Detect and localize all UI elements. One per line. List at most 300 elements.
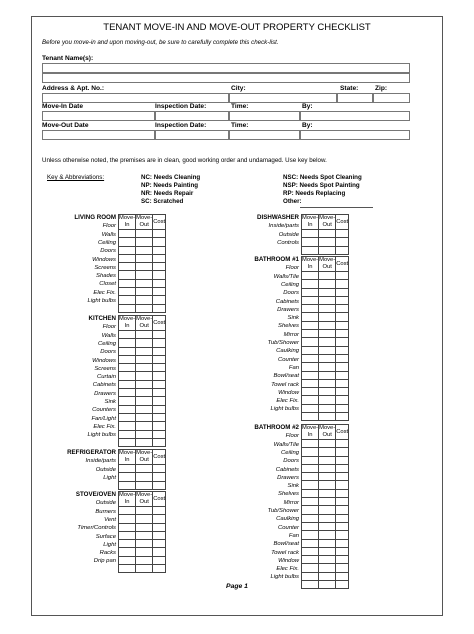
- item-label: Walls/Tile: [273, 273, 299, 280]
- move-out-by-label: By:: [302, 122, 313, 129]
- table-row: [302, 564, 349, 572]
- section-title: LIVING ROOM: [74, 214, 116, 221]
- cost-cell[interactable]: [336, 481, 349, 489]
- move-in-cell[interactable]: [302, 330, 319, 338]
- key-nr: NR: Needs Repair: [141, 190, 194, 197]
- move-in-cell[interactable]: [302, 498, 319, 506]
- column-header: Cost: [153, 316, 166, 331]
- item-label: Window: [278, 389, 299, 396]
- move-out-cell[interactable]: [319, 330, 336, 338]
- move-in-inspection-label: Inspection Date:: [155, 103, 207, 110]
- table-row: [302, 346, 349, 354]
- table-row: [302, 514, 349, 522]
- column-header: Move-In: [302, 215, 319, 228]
- item-label: Ceiling: [280, 281, 299, 288]
- move-out-cell[interactable]: [319, 506, 336, 514]
- state-label: State:: [340, 85, 359, 92]
- cost-cell[interactable]: [336, 363, 349, 371]
- move-out-cell[interactable]: [319, 338, 336, 346]
- item-label: Tub/Shower: [267, 508, 299, 514]
- move-in-cell[interactable]: [302, 448, 319, 456]
- item-label: Shades: [96, 273, 116, 280]
- move-out-cell[interactable]: [319, 230, 336, 238]
- cost-cell[interactable]: [336, 473, 349, 481]
- cost-cell[interactable]: [336, 296, 349, 304]
- item-label: Doors: [100, 248, 116, 255]
- table-row: [302, 296, 349, 304]
- item-label: Bowl/seat: [273, 373, 299, 380]
- move-out-cell[interactable]: [319, 238, 336, 246]
- item-label: Walls: [101, 231, 116, 238]
- cost-cell[interactable]: [336, 413, 349, 421]
- move-in-time-field[interactable]: [229, 111, 300, 121]
- cost-cell[interactable]: [336, 514, 349, 522]
- move-in-cell[interactable]: [302, 238, 319, 246]
- table-row: [302, 379, 349, 387]
- item-label: Light bulbs: [87, 432, 116, 439]
- item-label: Doors: [283, 290, 299, 297]
- move-in-cell[interactable]: [302, 456, 319, 464]
- item-label: Floor: [102, 223, 116, 230]
- table-row: [302, 413, 349, 421]
- move-out-cell[interactable]: [136, 246, 153, 254]
- cost-cell[interactable]: [336, 404, 349, 412]
- page-title: TENANT MOVE-IN AND MOVE-OUT PROPERTY CHECKLIST: [103, 22, 371, 33]
- item-label: Screens: [94, 365, 116, 372]
- move-out-cell[interactable]: [319, 481, 336, 489]
- key-header: Key & Abbreviations:: [47, 174, 105, 181]
- cost-cell[interactable]: [336, 280, 349, 288]
- column-header: Cost: [153, 450, 166, 465]
- item-label: Walls/Tile: [273, 441, 299, 448]
- cost-cell[interactable]: [336, 354, 349, 362]
- item-label: Floor: [285, 433, 299, 440]
- table-row: [302, 246, 349, 254]
- item-label: Caulking: [276, 348, 299, 355]
- item-label: Fan: [288, 532, 299, 539]
- move-out-cell[interactable]: [319, 280, 336, 288]
- item-label: Drip pan: [93, 558, 116, 565]
- move-out-cell[interactable]: [319, 313, 336, 321]
- table-row: [302, 404, 349, 412]
- move-in-cell[interactable]: [119, 246, 136, 254]
- move-out-cell[interactable]: [319, 371, 336, 379]
- cost-cell[interactable]: [336, 547, 349, 555]
- item-label: Vent: [104, 516, 116, 523]
- table-row: [302, 354, 349, 362]
- move-in-cell[interactable]: [302, 539, 319, 547]
- tenant-names-field-2[interactable]: [42, 73, 410, 83]
- move-in-cell[interactable]: [302, 280, 319, 288]
- move-in-cell[interactable]: [302, 473, 319, 481]
- cost-cell[interactable]: [336, 448, 349, 456]
- cost-cell[interactable]: [153, 413, 166, 421]
- section-title: DISHWASHER: [257, 214, 299, 221]
- move-in-cell[interactable]: [302, 514, 319, 522]
- move-out-cell[interactable]: [319, 321, 336, 329]
- item-label: Towel rack: [271, 549, 299, 556]
- item-label: Doors: [283, 458, 299, 465]
- table-row: [302, 230, 349, 238]
- column-header: Move-Out: [136, 215, 153, 228]
- tenant-names-field-1[interactable]: [42, 63, 410, 73]
- table-row: [302, 238, 349, 246]
- cost-cell[interactable]: [336, 556, 349, 564]
- item-label: Ceiling: [97, 340, 116, 347]
- cost-cell[interactable]: [336, 272, 349, 280]
- cost-cell[interactable]: [336, 305, 349, 313]
- move-in-cell[interactable]: [302, 246, 319, 254]
- cost-cell[interactable]: [336, 313, 349, 321]
- cost-cell[interactable]: [336, 321, 349, 329]
- item-label: Sink: [287, 315, 299, 322]
- section-title: STOVE/OVEN: [75, 491, 116, 498]
- key-rp: RP: Needs Replacing: [283, 190, 346, 197]
- table-row: [302, 448, 349, 456]
- item-label: Windows: [92, 256, 116, 263]
- table-row: [302, 330, 349, 338]
- move-out-cell[interactable]: [319, 489, 336, 497]
- item-label: Sink: [104, 399, 116, 405]
- table-row: [302, 522, 349, 530]
- move-out-cell[interactable]: [319, 564, 336, 572]
- move-out-inspection-field[interactable]: [155, 130, 229, 140]
- table-row: [302, 363, 349, 371]
- item-label: Floor: [285, 265, 299, 272]
- move-out-cell[interactable]: [319, 246, 336, 254]
- move-out-cell[interactable]: [319, 514, 336, 522]
- condition-note: Unless otherwise noted, the premises are in clean, good working order and undamaged. Use key below.: [42, 157, 327, 164]
- move-in-cell[interactable]: [302, 272, 319, 280]
- cost-cell[interactable]: [336, 564, 349, 572]
- cost-cell[interactable]: [336, 388, 349, 396]
- cost-cell[interactable]: [336, 238, 349, 246]
- cost-cell[interactable]: [336, 330, 349, 338]
- column-header: Move-Out: [136, 492, 153, 505]
- table-row: [302, 305, 349, 313]
- column-header: Move-In: [119, 215, 136, 228]
- move-out-cell[interactable]: [136, 413, 153, 421]
- item-label: Light: [103, 474, 116, 481]
- item-label: Counter: [278, 524, 299, 531]
- address-field[interactable]: [42, 93, 229, 103]
- move-out-time-field[interactable]: [229, 130, 300, 140]
- cost-cell[interactable]: [336, 346, 349, 354]
- table-row: [302, 547, 349, 555]
- key-nsp: NSP: Needs Spot Painting: [283, 182, 360, 189]
- cost-cell[interactable]: [336, 531, 349, 539]
- table-row: [302, 539, 349, 547]
- item-label: Racks: [99, 550, 116, 557]
- move-in-cell[interactable]: [302, 556, 319, 564]
- move-out-cell[interactable]: [319, 346, 336, 354]
- move-in-cell[interactable]: [302, 396, 319, 404]
- move-in-cell[interactable]: [302, 481, 319, 489]
- item-label: Caulking: [276, 516, 299, 523]
- item-label: Windows: [92, 357, 116, 364]
- move-out-cell[interactable]: [319, 539, 336, 547]
- item-label: Controls: [277, 239, 299, 246]
- move-out-cell[interactable]: [319, 473, 336, 481]
- page-number: Page 1: [226, 583, 248, 590]
- tenant-names-label: Tenant Name(s):: [42, 55, 94, 62]
- item-label: Screens: [94, 264, 116, 271]
- cost-cell[interactable]: [336, 338, 349, 346]
- move-in-cell[interactable]: [302, 413, 319, 421]
- cost-cell[interactable]: [336, 288, 349, 296]
- cost-cell[interactable]: [336, 456, 349, 464]
- state-field[interactable]: [337, 93, 373, 103]
- move-out-cell[interactable]: [319, 464, 336, 472]
- zip-field[interactable]: [373, 93, 410, 103]
- table-header-row: [302, 257, 349, 272]
- item-label: Inside/parts: [85, 458, 116, 465]
- item-label: Cabinets: [275, 298, 299, 305]
- move-in-cell[interactable]: [302, 404, 319, 412]
- item-label: Mirror: [283, 331, 299, 338]
- item-label: Light bulbs: [87, 298, 116, 304]
- move-in-cell[interactable]: [302, 522, 319, 530]
- item-label: Elec Fix.: [276, 398, 299, 405]
- move-in-cell[interactable]: [302, 547, 319, 555]
- item-label: Counter: [278, 356, 299, 363]
- column-header: Move-In: [119, 450, 136, 463]
- table-header-row: [302, 215, 349, 230]
- city-label: City:: [231, 85, 246, 92]
- move-out-inspection-label: Inspection Date:: [155, 122, 207, 129]
- move-out-date-field[interactable]: [42, 130, 155, 140]
- column-header: Move-In: [119, 316, 136, 329]
- move-in-cell[interactable]: [302, 440, 319, 448]
- move-out-cell[interactable]: [319, 531, 336, 539]
- column-header: Cost: [336, 257, 349, 272]
- move-in-cell[interactable]: [302, 288, 319, 296]
- item-label: Shelves: [278, 491, 299, 498]
- move-in-cell[interactable]: [302, 346, 319, 354]
- item-label: Ceiling: [97, 239, 116, 246]
- item-label: Fan: [288, 364, 299, 371]
- move-in-cell[interactable]: [302, 572, 319, 580]
- cost-cell[interactable]: [336, 522, 349, 530]
- item-label: Outside: [95, 500, 116, 507]
- move-in-inspection-field[interactable]: [155, 111, 229, 121]
- column-header: Move-Out: [319, 257, 336, 270]
- move-in-cell[interactable]: [302, 313, 319, 321]
- column-header: Cost: [336, 215, 349, 230]
- cost-cell[interactable]: [336, 440, 349, 448]
- move-out-by-field[interactable]: [300, 130, 410, 140]
- move-in-cell[interactable]: [302, 305, 319, 313]
- cost-cell[interactable]: [153, 246, 166, 254]
- column-header: Move-Out: [136, 316, 153, 329]
- move-out-cell[interactable]: [319, 498, 336, 506]
- move-in-cell[interactable]: [302, 379, 319, 387]
- item-label: Burners: [95, 508, 116, 515]
- checklist-table: [301, 424, 349, 589]
- item-label: Tub/Shower: [267, 340, 299, 346]
- move-out-time-label: Time:: [231, 122, 249, 129]
- item-label: Drawers: [94, 390, 116, 397]
- table-row: [302, 481, 349, 489]
- table-row: [302, 396, 349, 404]
- move-in-cell[interactable]: [302, 296, 319, 304]
- item-label: Towel rack: [271, 381, 299, 388]
- cost-cell[interactable]: [336, 539, 349, 547]
- table-row: [302, 388, 349, 396]
- cost-cell[interactable]: [336, 379, 349, 387]
- item-label: Curtain: [97, 374, 116, 381]
- cost-cell[interactable]: [336, 464, 349, 472]
- table-row: [302, 531, 349, 539]
- key-np: NP: Needs Painting: [141, 182, 199, 189]
- item-label: Elec Fix.: [93, 289, 116, 296]
- item-label: Closet: [99, 281, 116, 288]
- checklist-table: [301, 256, 349, 421]
- move-in-cell[interactable]: [302, 464, 319, 472]
- section-title: BATHROOM #2: [254, 424, 299, 431]
- key-sc: SC: Scratched: [141, 198, 184, 205]
- table-row: [302, 456, 349, 464]
- move-in-by-field[interactable]: [300, 111, 410, 121]
- move-out-cell[interactable]: [319, 547, 336, 555]
- column-header: Move-Out: [319, 215, 336, 228]
- move-out-cell[interactable]: [319, 440, 336, 448]
- move-in-date-field[interactable]: [42, 111, 155, 121]
- item-label: Surface: [95, 533, 116, 540]
- table-row: [302, 321, 349, 329]
- item-label: Light bulbs: [270, 574, 299, 581]
- table-row: [302, 489, 349, 497]
- column-header: Move-Out: [319, 425, 336, 438]
- move-out-cell[interactable]: [319, 413, 336, 421]
- item-label: Ceiling: [280, 449, 299, 456]
- move-in-cell[interactable]: [302, 338, 319, 346]
- table-row: [302, 338, 349, 346]
- move-in-cell[interactable]: [302, 354, 319, 362]
- key-other: Other:: [283, 198, 302, 205]
- move-out-cell[interactable]: [319, 388, 336, 396]
- move-in-time-label: Time:: [231, 103, 249, 110]
- table-row: [302, 272, 349, 280]
- move-in-cell[interactable]: [302, 371, 319, 379]
- move-out-cell[interactable]: [319, 556, 336, 564]
- item-label: Shelves: [278, 323, 299, 330]
- address-label: Address & Apt. No.:: [42, 85, 105, 92]
- move-in-cell[interactable]: [302, 321, 319, 329]
- item-label: Floor: [102, 324, 116, 331]
- move-in-cell[interactable]: [302, 564, 319, 572]
- cost-cell[interactable]: [336, 371, 349, 379]
- cost-cell[interactable]: [336, 246, 349, 254]
- table-header-row: [302, 425, 349, 440]
- column-header: Move-Out: [136, 450, 153, 463]
- item-label: Window: [278, 557, 299, 564]
- table-row: [302, 371, 349, 379]
- move-in-cell[interactable]: [302, 531, 319, 539]
- move-out-cell[interactable]: [319, 354, 336, 362]
- table-row: [302, 473, 349, 481]
- item-label: Timer/Controls: [77, 525, 116, 532]
- section-title: REFRIGERATOR: [67, 449, 116, 456]
- table-row: [302, 572, 349, 580]
- move-out-cell[interactable]: [319, 272, 336, 280]
- move-out-cell[interactable]: [319, 363, 336, 371]
- table-row: [302, 506, 349, 514]
- move-out-cell[interactable]: [319, 456, 336, 464]
- column-header: Cost: [153, 492, 166, 507]
- item-label: Cabinets: [275, 466, 299, 473]
- move-out-cell[interactable]: [319, 448, 336, 456]
- move-out-cell[interactable]: [319, 296, 336, 304]
- cost-cell[interactable]: [336, 396, 349, 404]
- cost-cell[interactable]: [336, 230, 349, 238]
- move-out-cell[interactable]: [319, 305, 336, 313]
- table-row: [119, 413, 166, 421]
- cost-cell[interactable]: [336, 506, 349, 514]
- item-label: Fan/Light: [91, 415, 116, 422]
- column-header: Cost: [153, 215, 166, 230]
- item-label: Cabinets: [92, 382, 116, 389]
- cost-cell[interactable]: [336, 572, 349, 580]
- key-nc: NC: Needs Cleaning: [141, 174, 201, 181]
- move-out-cell[interactable]: [319, 379, 336, 387]
- city-field[interactable]: [229, 93, 337, 103]
- move-in-cell[interactable]: [302, 363, 319, 371]
- move-out-cell[interactable]: [319, 572, 336, 580]
- move-out-cell[interactable]: [319, 396, 336, 404]
- move-in-cell[interactable]: [302, 230, 319, 238]
- item-label: Light bulbs: [270, 406, 299, 413]
- column-header: Move-In: [302, 425, 319, 438]
- move-in-cell[interactable]: [302, 489, 319, 497]
- intro-text: Before you move-in and upon moving-out, be sure to carefully complete this check-list.: [42, 39, 279, 46]
- table-row: [302, 498, 349, 506]
- column-header: Move-In: [302, 257, 319, 270]
- move-in-date-label: Move-In Date: [42, 103, 84, 110]
- move-in-cell[interactable]: [119, 413, 136, 421]
- item-label: Elec Fix.: [93, 423, 116, 430]
- item-label: Drawers: [277, 474, 299, 481]
- column-header: Cost: [336, 425, 349, 440]
- cost-cell[interactable]: [336, 489, 349, 497]
- move-in-by-label: By:: [302, 103, 313, 110]
- item-label: Counters: [92, 407, 116, 414]
- table-row: [302, 288, 349, 296]
- move-out-date-label: Move-Out Date: [42, 122, 89, 129]
- table-row: [302, 556, 349, 564]
- move-in-cell[interactable]: [302, 506, 319, 514]
- item-label: Sink: [287, 483, 299, 490]
- item-label: Bowl/seat: [273, 541, 299, 548]
- section-title: BATHROOM #1: [254, 256, 299, 263]
- section-title: KITCHEN: [88, 315, 116, 322]
- cost-cell[interactable]: [336, 498, 349, 506]
- move-out-cell[interactable]: [319, 522, 336, 530]
- table-row: [302, 464, 349, 472]
- table-row: [302, 440, 349, 448]
- zip-label: Zip:: [375, 85, 388, 92]
- key-other-line[interactable]: [300, 207, 373, 208]
- table-row: [119, 246, 166, 254]
- item-label: Outside: [278, 231, 299, 238]
- item-label: Inside/parts: [268, 223, 299, 230]
- move-out-cell[interactable]: [319, 288, 336, 296]
- item-label: Outside: [95, 466, 116, 473]
- table-row: [302, 313, 349, 321]
- item-label: Elec Fix.: [276, 566, 299, 573]
- move-in-cell[interactable]: [302, 388, 319, 396]
- move-out-cell[interactable]: [319, 404, 336, 412]
